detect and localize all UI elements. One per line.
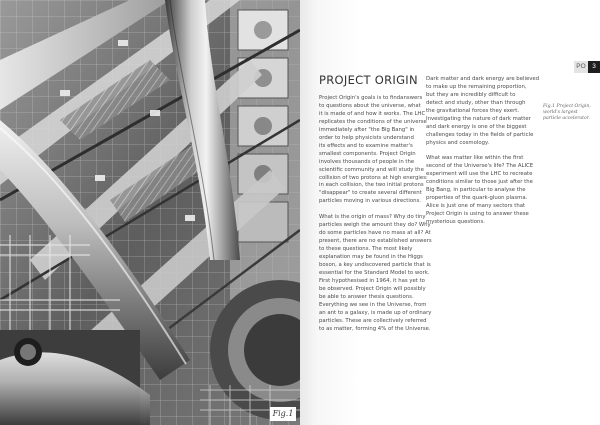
text-line: smallest components. Project Origin [319,150,416,157]
text-line: particles weigh the amount they do? Why [319,222,431,229]
page-number: 3 [588,61,600,73]
text-line: Project Origin's goals is to findanswers [319,95,423,101]
article-page [300,0,600,425]
text-line: to these questions. The most likely [319,246,413,253]
fig-label: Fig.1 [270,407,296,421]
page-folio [574,61,600,73]
text-line: essential for the Standard Model to work. [319,269,430,276]
text-line: immediately after "the Big Bang" in [319,126,415,133]
text-line: present, there are no established answers [319,238,432,245]
text-line: an ant to a galaxy, is made up of ordinary [319,309,432,316]
text-line: Big Bang, in particular to analyse the [426,187,526,194]
text-line: be observed. Project Origin will possibly [319,285,426,292]
paragraph [426,76,540,148]
paragraph [426,155,534,227]
text-line: properties of the quark-gluon plasma. [426,195,528,202]
text-line: but they are incredibly difficult to [426,91,516,98]
text-line: Everything we see in the Universe, from [319,301,427,308]
text-line: physics and cosmology. [426,139,490,146]
text-line: do some particles have no mass at all? At [319,230,431,237]
text-line: in each collision, the two initial protons [319,182,424,189]
text-line: second of the Universe's life? The ALICE [426,163,534,170]
text-line: to questions about the universe, what [319,102,421,109]
article-column-right [426,76,540,235]
text-line: What is the origin of mass? Why do tiny [319,214,426,221]
article-column-left [319,95,432,341]
text-line: its effects and to examine matter's [319,142,413,149]
text-line: the gravitational forces they exert. [426,107,520,114]
text-line: particles. These are collectively referred [319,317,427,324]
paragraph [319,214,432,333]
text-line: First hypothesised in 1964, it has yet to [319,277,425,284]
text-line: to as matter, forming 4% of the Universe. [319,325,431,332]
text-line: Alice is just one of many sectors that [426,203,526,210]
text-line: be able to answer thesis questions. [319,293,414,300]
text-line: and dark energy is one of the biggest [426,123,527,130]
text-line: scientific community and will study the [319,166,424,173]
caption-line: Fig.1 Project Origin, [543,104,591,109]
text-line: order to help physicists understand [319,134,414,141]
text-line: collision of two protons at high energies: [319,174,428,181]
text-line: conditions similar to those just after the [426,179,533,186]
text-line: "disappear" to create several different [319,190,422,197]
text-line: boson, a key undiscovered particle that is [319,261,431,268]
text-line: experiment will use the LHC to recreate [426,171,533,178]
caption-line: particle accelerator. [543,116,590,122]
text-line: mysterious questions. [426,219,485,226]
text-line: to make up the remaining proportion, [426,83,527,90]
folio-label: PO [574,61,588,73]
caption-line: world's largest [543,110,578,116]
text-line: explanation may be found in the Higgs [319,254,423,260]
text-line: replicates the conditions of the universe [319,118,427,125]
text-line: particles moving in various directions. [319,198,421,205]
text-line: challenges today in the fields of particle [426,131,534,138]
text-line: Investigating the nature of dark matter [426,115,531,122]
text-line: detect and study, other than through [426,99,526,106]
figure-caption [543,104,598,123]
text-line: it is made of and how it works. The LHC [319,110,426,117]
paragraph [319,95,428,206]
text-line: Project Origin is using to answer these [426,211,529,218]
text-line: What was matter like within the first [426,155,524,162]
article-title: PROJECT ORIGIN [319,73,418,87]
text-line: Dark matter and dark energy are believed [426,76,540,82]
text-line: involves thousands of people in the [319,158,415,165]
